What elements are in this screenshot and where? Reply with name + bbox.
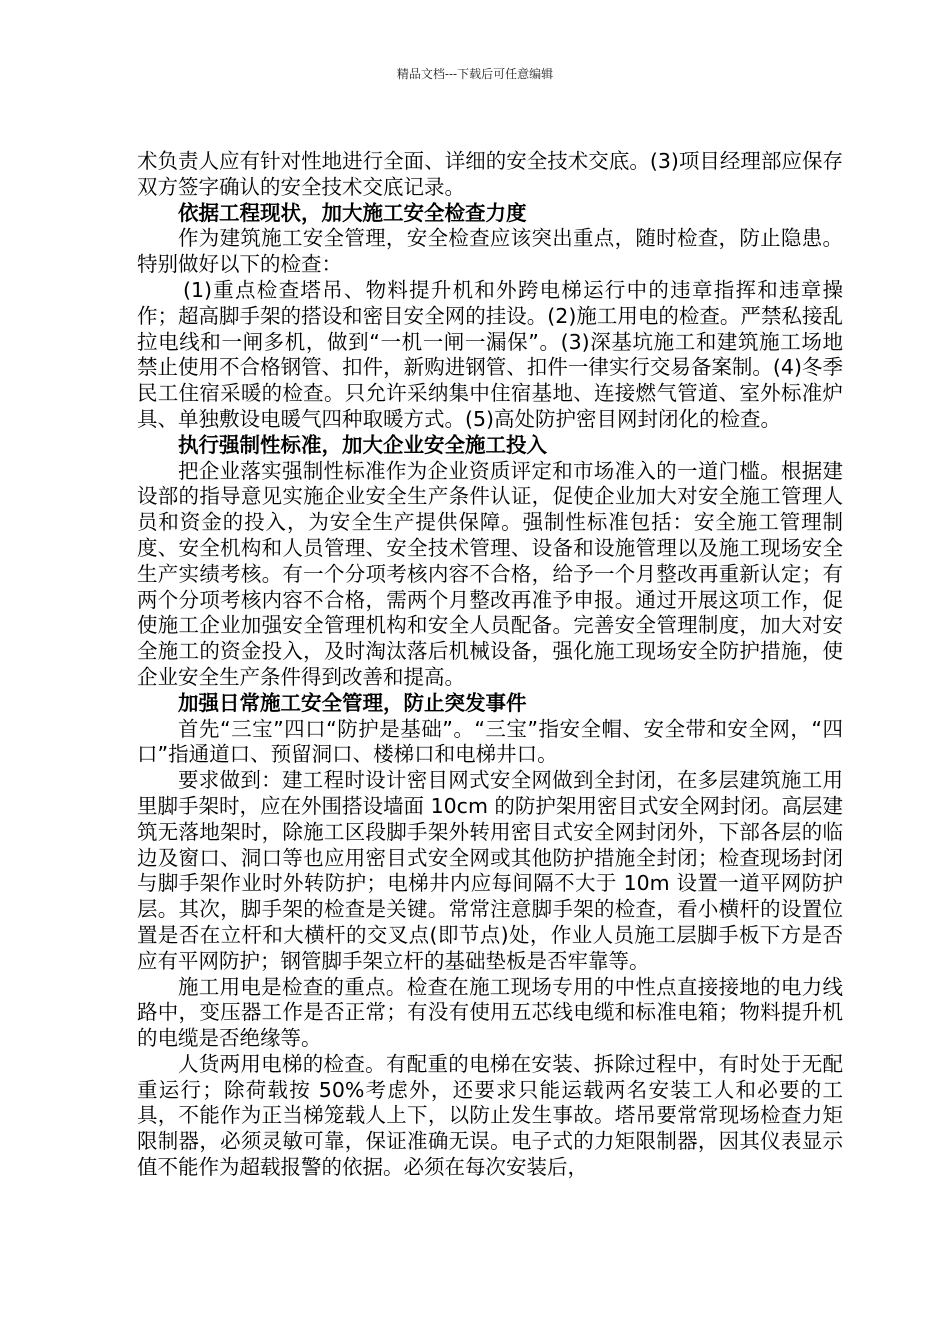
document-body [137, 149, 843, 1181]
paragraph: 首先“三宝”四口“防护是基础”。“三宝”指安全帽、安全带和安全网，“四口”指通道口、预留洞口、楼梯口和电梯井口。 [137, 716, 843, 767]
paragraph: 施工用电是检查的重点。检查在施工现场专用的中性点直接接地的电力线路中，变压器工作是否正常；有没有使用五芯线电缆和标准电箱；物料提升机的电缆是否绝缘等。 [137, 974, 843, 1051]
section-heading: 依据工程现状，加大施工安全检查力度 [178, 200, 527, 225]
paragraph: (1)重点检查塔吊、物料提升机和外跨电梯运行中的违章指挥和违章操作；超高脚手架的搭设和密目安全网的挂设。(2)施工用电的检查。严禁私接乱拉电线和一闸多机，做到“一机一闸一漏保”。(3)深基坑施工和建筑施工场地禁止使用不合格钢管、扣件，新购进钢管、扣件一律实行交易备案制。(4)冬季民工住宿采暖的检查。只允许采纳集中住宿基地、连接燃气管道、室外标准炉具、单独敷设电暖气四种取暖方式。(5)高处防护密目网封闭化的检查。 [137, 277, 843, 431]
paragraph: 把企业落实强制性标准作为企业资质评定和市场准入的一道门槛。根据建设部的指导意见实施企业安全生产条件认证，促使企业加大对安全施工管理人员和资金的投入，为安全生产提供保障。强制性标准包括：安全施工管理制度、安全机构和人员管理、安全技术管理、设备和设施管理以及施工现场安全生产实绩考核。有一个分项考核内容不合格，给予一个月整改再重新认定；有两个分项考核内容不合格，需两个月整改再准予申报。通过开展这项工作，促使施工企业加强安全管理机构和安全人员配备。完善安全管理制度，加大对安全施工的资金投入，及时淘汰落后机械设备，强化施工现场安全防护措施，使企业安全生产条件得到改善和提高。 [137, 458, 843, 689]
paragraph: 人货两用电梯的检查。有配重的电梯在安装、拆除过程中，有时处于无配重运行；除荷载按 50%考虑外，还要求只能运载两名安装工人和必要的工具，不能作为正当梯笼载人上下，以防止发生事故。塔吊要常常现场检查力矩限制器，必须灵敏可靠，保证准确无误。电子式的力矩限制器，因其仪表显示值不能作为超载报警的依据。必须在每次安装后， [137, 1051, 843, 1180]
page-header: 精品文档---下载后可任意编辑 [396, 67, 554, 81]
paragraph: 作为建筑施工安全管理，安全检查应该突出重点，随时检查，防止隐患。特别做好以下的检查： [137, 226, 843, 277]
section-heading: 执行强制性标准，加大企业安全施工投入 [178, 432, 547, 457]
section-heading: 加强日常施工安全管理，防止突发事件 [178, 690, 527, 715]
paragraph: 要求做到：建工程时设计密目网式安全网做到全封闭，在多层建筑施工用里脚手架时，应在外围搭设墙面 10cm 的防护架用密目式安全网封闭。高层建筑无落地架时，除施工区段脚手架外转用密目式安全网封闭外，下部各层的临边及窗口、洞口等也应用密目式安全网或其他防护措施全封闭；检查现场封闭与脚手架作业时外转防护；电梯井内应每间隔不大于 10m 设置一道平网防护层。其次，脚手架的检查是关键。常常注意脚手架的检查，看小横杆的设置位置是否在立杆和大横杆的交叉点(即节点)处，作业人员施工层脚手板下方是否应有平网防护；钢管脚手架立杆的基础垫板是否牢靠等。 [137, 768, 843, 973]
paragraph: 术负责人应有针对性地进行全面、详细的安全技术交底。(3)项目经理部应保存双方签字确认的安全技术交底记录。 [137, 149, 843, 199]
